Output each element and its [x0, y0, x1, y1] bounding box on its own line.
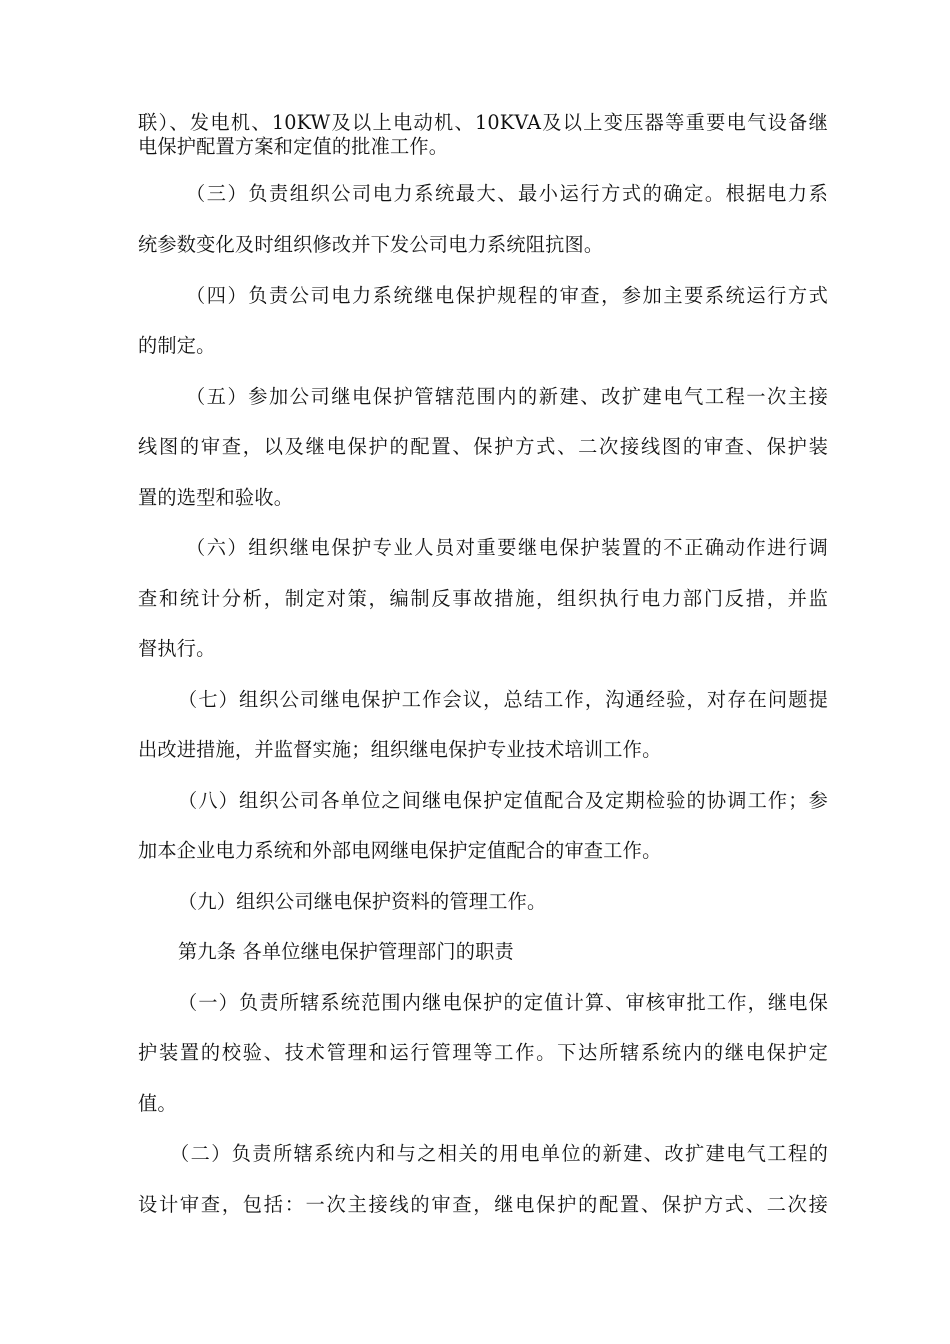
- text-line: 出改进措施，并监督实施；组织继电保护专业技术培训工作。: [138, 738, 662, 761]
- text-line: 的制定。: [138, 334, 216, 357]
- text-line: 值。: [138, 1092, 177, 1115]
- text-line: 护装置的校验、技术管理和运行管理等工作。下达所辖系统内的继电保护定: [138, 1041, 828, 1064]
- text-line: （一）负责所辖系统范围内继电保护的定值计算、审核审批工作，继电保: [178, 991, 828, 1014]
- text-line: 置的选型和验收。: [138, 486, 294, 509]
- text-line: （六）组织继电保护专业人员对重要继电保护装置的不正确动作进行调: [186, 536, 828, 559]
- text-line: （七）组织公司继电保护工作会议，总结工作，沟通经验，对存在问题提: [178, 688, 828, 711]
- text-line: （二）负责所辖系统内和与之相关的用电单位的新建、改扩建电气工程的: [170, 1142, 828, 1165]
- text-line: （三）负责组织公司电力系统最大、最小运行方式的确定。根据电力系: [186, 182, 828, 205]
- text-line: 督执行。: [138, 637, 216, 660]
- section-heading: 第九条 各单位继电保护管理部门的职责: [178, 940, 514, 963]
- text-line: （九）组织公司继电保护资料的管理工作。: [178, 890, 547, 913]
- text-line: 查和统计分析，制定对策，编制反事故措施，组织执行电力部门反措，并监: [138, 587, 828, 610]
- text-line: （五）参加公司继电保护管辖范围内的新建、改扩建电气工程一次主接: [186, 385, 828, 408]
- text-line: 电保护配置方案和定值的批准工作。: [138, 135, 449, 158]
- text-line: 线图的审查，以及继电保护的配置、保护方式、二次接线图的审查、保护装: [138, 435, 828, 458]
- text-line: 统参数变化及时组织修改并下发公司电力系统阻抗图。: [138, 233, 604, 256]
- text-line: 设计审查，包括：一次主接线的审查，继电保护的配置、保护方式、二次接: [138, 1193, 828, 1216]
- text-line: （八）组织公司各单位之间继电保护定值配合及定期检验的协调工作；参: [178, 789, 828, 812]
- text-line: 联）、发电机、10KW及以上电动机、10KVA及以上变压器等重要电气设备继: [138, 111, 828, 134]
- text-line: （四）负责公司电力系统继电保护规程的审查，参加主要系统运行方式: [186, 284, 828, 307]
- text-line: 加本企业电力系统和外部电网继电保护定值配合的审查工作。: [138, 839, 662, 862]
